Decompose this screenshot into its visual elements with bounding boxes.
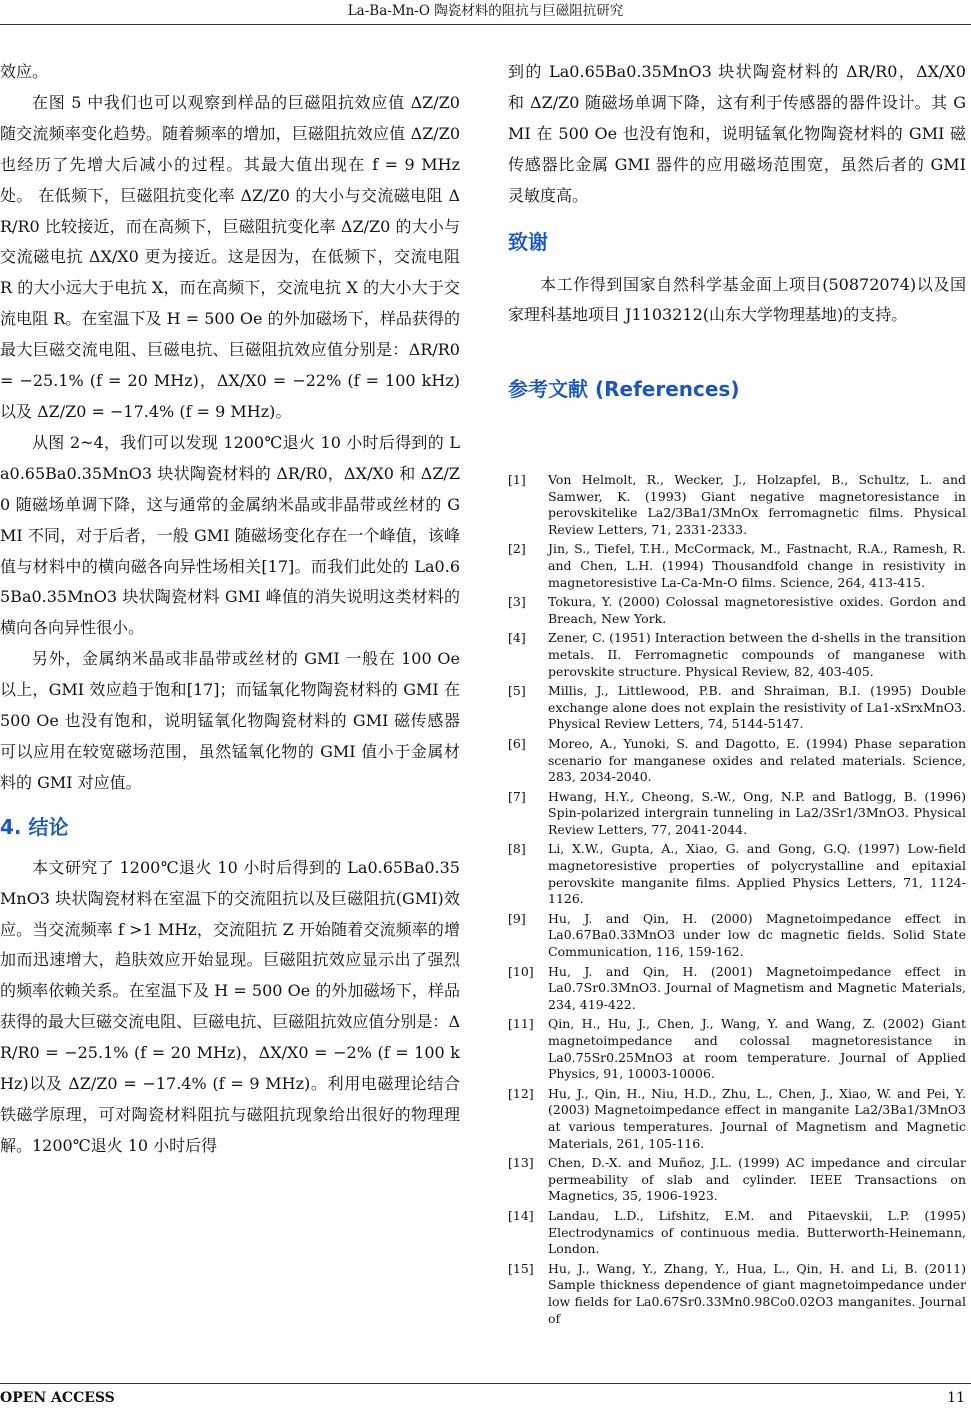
reference-number: [2] — [508, 541, 526, 557]
section-heading-references: 参考文献 (References) — [508, 377, 740, 402]
reference-item — [508, 789, 966, 839]
reference-text: Hu, J. and Qin, H. (2001) Magnetoimpedance effect in La0.7Sr0.3MnO3. Journal of Magnetism and Magnetic Materials, 234, 419-422. — [548, 963, 966, 1012]
footer-open-access: OPEN ACCESS — [0, 1390, 115, 1406]
reference-item — [508, 841, 966, 907]
reference-text: Hu, J. and Qin, H. (2000) Magnetoimpedance effect in La0.67Ba0.33MnO3 under low dc magnetic fields. Solid State Communication, 116, 159-162. — [548, 910, 966, 960]
page-number: 11 — [947, 1390, 965, 1406]
reference-number: [12] — [508, 1085, 534, 1101]
reference-item — [508, 964, 966, 1014]
reference-number: [4] — [508, 630, 526, 646]
reference-number: [15] — [508, 1260, 534, 1276]
para-fig5: 在图 5 中我们也可以观察到样品的巨磁阻抗效应值 ΔZ/Z0 随交流频率变化趋势。随着频率的增加，巨磁阻抗效应值 ΔZ/Z0 也经历了先增大后减小的过程。其最大值出现在 f = 9 MHz 处。 在低频下，巨磁阻抗变化率 ΔZ/Z0 的大小与交流磁电阻 ΔR/R0 比较接近，而在高频下，巨磁阻抗变化率 ΔZ/Z0 的大小与交流磁电抗 ΔX/X0 更为接近。这是因为，在低频下，交流电阻 R 的大小远大于电抗 X，而在高频下，交流电抗 X 的大小大于交流电阻 R。在室温下及 H = 500 Oe 的外加磁场下，样品获得的最大巨磁交流电阻、巨磁电抗、巨磁阻抗效应值分别是：ΔR/R0 = −25.1% (f = 20 MHz)，ΔX/X0 = −22% (f = 100 kHz)以及 ΔZ/Z0 = −17.4% (f = 9 MHz)。 — [0, 92, 460, 421]
reference-item — [508, 1261, 966, 1327]
reference-number: [6] — [508, 735, 526, 751]
reference-text: Tokura, Y. (2000) Colossal magnetoresistive oxides. Gordon and Breach, New York. — [548, 594, 966, 626]
reference-text: Millis, J., Littlewood, P.B. and Shraiman, B.I. (1995) Double exchange alone does not explain the resistivity of La1-xSrxMnO3. Physical Review Letters, 74, 5144-5147. — [548, 683, 966, 732]
reference-number: [5] — [508, 683, 526, 699]
reference-list — [508, 472, 966, 1330]
reference-text: Li, X.W., Gupta, A., Xiao, G. and Gong, G.Q. (1997) Low-field magnetoresistive properties of polycrystalline and epitaxial perovskite manganite films. Applied Physics Letters, 71, 1124-1126. — [548, 841, 966, 907]
reference-text: Hu, J., Wang, Y., Zhang, Y., Hua, L., Qin, H. and Li, B. (2011) Sample thickness dependence of giant magnetoimpedance under low fields for La0.67Sr0.33Mn0.98Co0.02O3 manganites. Journal of — [548, 1260, 966, 1326]
reference-number: [9] — [508, 910, 526, 926]
reference-item — [508, 594, 966, 627]
running-header: La-Ba-Mn-O 陶瓷材料的阻抗与巨磁阻抗研究 — [347, 3, 624, 19]
reference-number: [14] — [508, 1207, 534, 1223]
right-column — [508, 57, 966, 403]
reference-text: Moreo, A., Yunoki, S. and Dagotto, E. (1994) Phase separation scenario for manganese oxides and related materials. Science, 283, 2034-2040. — [548, 735, 966, 785]
para-saturation: 另外，金属纳米晶或非晶带或丝材的 GMI 一般在 100 Oe 以上，GMI 效应趋于饱和[17]；而锰氧化物陶瓷材料的 GMI 在 500 Oe 也没有饱和，说明锰氧化物陶瓷材料的 GMI 磁传感器可以应用在较宽磁场范围，虽然锰氧化物的 GMI 值小于金属材料的 GMI 对应值。 — [0, 649, 460, 792]
reference-text: Hwang, H.Y., Cheong, S.-W., Ong, N.P. and Batlogg, B. (1996) Spin-polarized intergrain tunneling in La2/3Sr1/3MnO3. Physical Review Letters, 77, 2041-2044. — [548, 788, 966, 837]
reference-item — [508, 683, 966, 733]
para-conclusion: 本文研究了 1200℃退火 10 小时后得到的 La0.65Ba0.35MnO3 块状陶瓷材料在室温下的交流阻抗以及巨磁阻抗(GMI)效应。当交流频率 f >1 MHz，交流阻抗 Z 开始随着交流频率的增加而迅速增大，趋肤效应开始显现。巨磁阻抗效应显示出了强烈的频率依赖关系。在室温下及 H = 500 Oe 的外加磁场下，样品获得的最大巨磁交流电阻、巨磁电抗、巨磁阻抗效应值分别是：ΔR/R0 = −25.1% (f = 20 MHz)，ΔX/X0 = −2% (f = 100 kHz)以及 ΔZ/Z0 = −17.4% (f = 9 MHz)。利用电磁理论结合铁磁学原理，可对陶瓷材料阻抗与磁阻抗现象给出很好的物理理解。1200℃退火 10 小时后得 — [0, 857, 460, 1155]
reference-number: [8] — [508, 841, 526, 857]
reference-item — [508, 1016, 966, 1082]
header-rule — [0, 24, 971, 25]
reference-text: Von Helmolt, R., Wecker, J., Holzapfel, B., Schultz, L. and Samwer, K. (1993) Giant negative magnetoresistance in perovskitelike La2/3Ba1/3MnOx ferromagnetic films. Physical Review Letters, 71, 2331-2333. — [548, 472, 966, 537]
reference-number: [3] — [508, 594, 526, 610]
reference-number: [11] — [508, 1016, 534, 1032]
reference-text: Jin, S., Tiefel, T.H., McCormack, M., Fastnacht, R.A., Ramesh, R. and Chen, L.H. (1994) Thousandfold change in resistivity in magnetoresistive La-Ca-Mn-O films. Science, 264, 413-415. — [548, 541, 966, 590]
reference-number: [7] — [508, 788, 526, 804]
reference-item — [508, 630, 966, 680]
reference-item — [508, 1086, 966, 1152]
section-heading-ack: 致谢 — [508, 229, 548, 254]
reference-text: Chen, D.-X. and Muñoz, J.L. (1999) AC impedance and circular permeability of slab and cylinder. IEEE Transactions on Magnetics, 35, 1906-1923. — [548, 1155, 966, 1204]
para-fig2-4: 从图 2~4，我们可以发现 1200℃退火 10 小时后得到的 La0.65Ba0.35MnO3 块状陶瓷材料的 ΔR/R0，ΔX/X0 和 ΔZ/Z0 随磁场单调下降，这与通常的金属纳米晶或非晶带或丝材的 GMI 不同，对于后者，一般 GMI 随磁场变化存在一个峰值，该峰值与材料中的横向磁各向异性场相关[17]。而我们此处的 La0.65Ba0.35MnO3 块状陶瓷材料 GMI 峰值的消失说明这类材料的横向各向异性很小。 — [0, 432, 460, 638]
reference-text: Zener, C. (1951) Interaction between the d-shells in the transition metals. II. Ferromagnetic compounds of manganese with perovskite structure. Physical Review, 82, 403-405. — [548, 630, 966, 679]
reference-number: [1] — [508, 472, 526, 487]
reference-item — [508, 1208, 966, 1258]
para-ack: 本工作得到国家自然科学基金面上项目(50872074)以及国家理科基地项目 J1103212(山东大学物理基地)的支持。 — [508, 274, 966, 325]
para-conclusion-cont: 到的 La0.65Ba0.35MnO3 块状陶瓷材料的 ΔR/R0，ΔX/X0 和 ΔZ/Z0 随磁场单调下降，这有利于传感器的器件设计。其 GMI 在 500 Oe 也没有饱和，说明锰氧化物陶瓷材料的 GMI 磁传感器比金属 GMI 器件的应用磁场范围宽，虽然后者的 GMI 灵敏度高。 — [508, 62, 966, 205]
left-column — [0, 57, 460, 1162]
reference-text: Landau, L.D., Lifshitz, E.M. and Pitaevskii, L.P. (1995) Electrodynamics of continuous media. Butterworth-Heinemann, London. — [548, 1207, 966, 1257]
reference-item — [508, 541, 966, 591]
reference-item — [508, 736, 966, 786]
footer-rule — [0, 1383, 971, 1384]
reference-item — [508, 911, 966, 961]
reference-number: [10] — [508, 963, 534, 979]
reference-text: Qin, H., Hu, J., Chen, J., Wang, Y. and Wang, Z. (2002) Giant magnetoimpedance and colossal magnetoresistance in La0.75Sr0.25MnO3 at room temperature. Journal of Applied Physics, 91, 10003-10006. — [548, 1016, 966, 1082]
reference-text: Hu, J., Qin, H., Niu, H.D., Zhu, L., Chen, J., Xiao, W. and Pei, Y. (2003) Magnetoimpedance effect in manganite La2/3Ba1/3MnO3 at various temperatures. Journal of Magnetism and Magnetic Materials, 261, 105-116. — [548, 1085, 966, 1151]
reference-item — [508, 1155, 966, 1205]
section-heading-conclusion: 4. 结论 — [0, 814, 69, 839]
reference-item — [508, 472, 966, 538]
para-continuation: 效应。 — [0, 62, 49, 81]
reference-number: [13] — [508, 1155, 534, 1171]
